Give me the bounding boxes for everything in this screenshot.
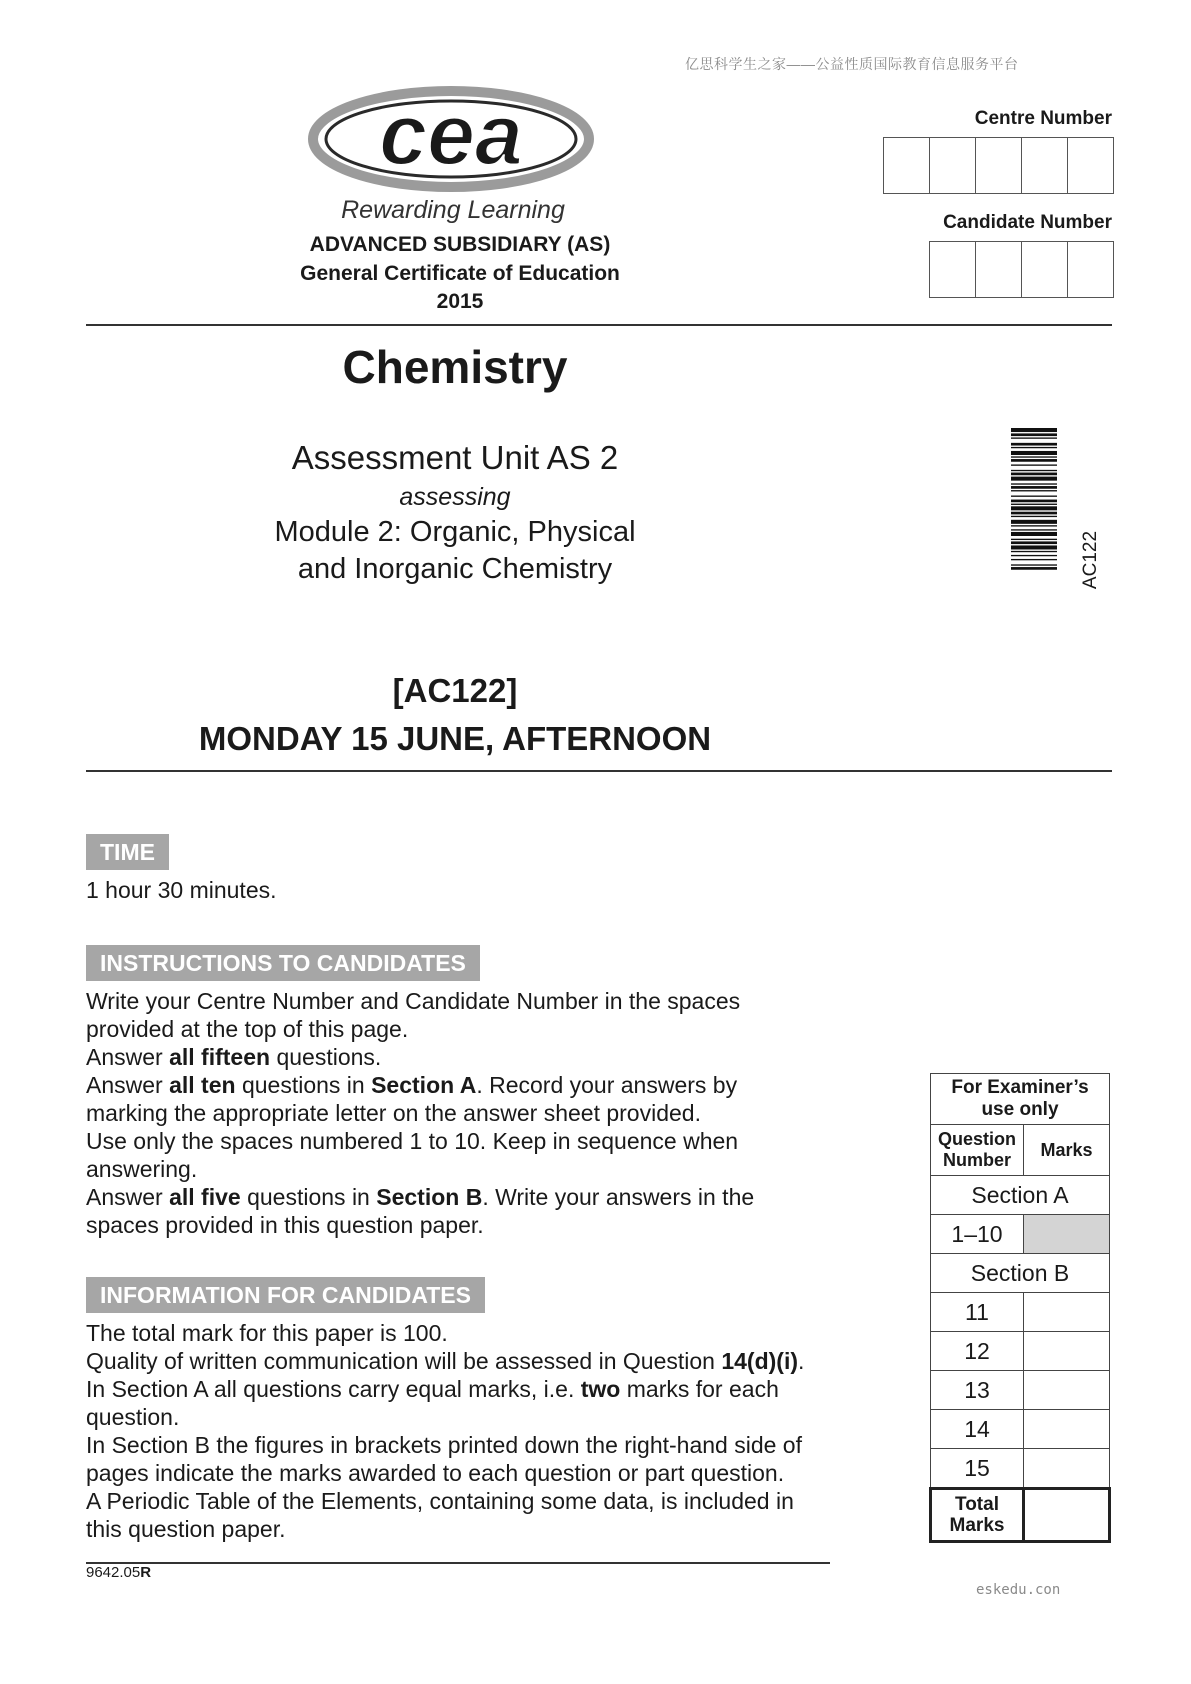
exam-year: 2015: [436, 290, 484, 313]
instruction-line: Answer all ten questions in Section A. Record your answers by: [86, 1072, 738, 1098]
barcode-bar: [1011, 464, 1057, 465]
watermark-top: 亿思科学生之家——公益性质国际教育信息服务平台: [685, 56, 1019, 72]
candidate-number-boxes[interactable]: [929, 241, 1114, 298]
candidate-number-box[interactable]: [1022, 242, 1068, 297]
instruction-line: Answer all fifteen questions.: [86, 1044, 382, 1070]
section-b-label: Section B: [931, 1254, 1110, 1293]
qualification-name: General Certificate of Education: [300, 262, 620, 285]
instructions-heading: INSTRUCTIONS TO CANDIDATES: [86, 945, 480, 981]
barcode-text: AC122: [1080, 530, 1101, 590]
time-text: 1 hour 30 minutes.: [86, 877, 277, 903]
centre-number-box[interactable]: [976, 138, 1022, 193]
total-marks-label: Total Marks: [931, 1489, 1024, 1542]
instructions-text: [86, 987, 866, 1239]
time-heading: TIME: [86, 834, 169, 870]
marks-cell[interactable]: [1024, 1293, 1110, 1332]
information-line: The total mark for this paper is 100.: [86, 1320, 448, 1346]
marks-header: Marks: [1024, 1125, 1110, 1176]
barcode-bar: [1011, 451, 1057, 455]
centre-number-box[interactable]: [884, 138, 930, 193]
information-text: [86, 1319, 866, 1543]
centre-number-box[interactable]: [930, 138, 976, 193]
barcode-bar: [1011, 443, 1057, 446]
examiner-table-heading: For Examiner’s use only: [931, 1074, 1110, 1125]
barcode-bar: [1011, 459, 1057, 462]
instruction-line: Write your Centre Number and Candidate Number in the spaces: [86, 988, 741, 1014]
logo-text: cea: [379, 87, 523, 183]
barcode-bar: [1011, 520, 1057, 524]
question-range: 1–10: [931, 1215, 1024, 1254]
instruction-line: provided at the top of this page.: [86, 1016, 409, 1042]
information-line: Quality of written communication will be assessed in Question 14(d)(i).: [86, 1348, 805, 1374]
barcode-bar: [1011, 539, 1057, 540]
question-number: 13: [931, 1371, 1024, 1410]
centre-number-box[interactable]: [1068, 138, 1113, 193]
instruction-line: Answer all five questions in Section B. Write your answers in the: [86, 1184, 755, 1210]
barcode-bar: [1011, 490, 1057, 491]
module-line-1: Module 2: Organic, Physical: [274, 516, 636, 548]
barcode-bar: [1011, 506, 1057, 510]
barcode-bar: [1011, 532, 1057, 536]
question-number-header: Question Number: [931, 1125, 1024, 1176]
barcode-bar: [1011, 529, 1057, 530]
barcode-bar: [1011, 516, 1057, 517]
marks-cell-shaded: [1024, 1215, 1110, 1254]
barcode-bar: [1011, 473, 1057, 476]
barcode-bar: [1011, 512, 1057, 515]
barcode-bar: [1011, 564, 1057, 565]
barcode-bar: [1011, 496, 1057, 497]
examiner-table: [929, 1073, 1111, 1543]
barcode-bar: [1011, 456, 1057, 457]
instruction-line: Use only the spaces numbered 1 to 10. Keep in sequence when: [86, 1128, 739, 1154]
footer-divider: [86, 1562, 830, 1564]
information-line: A Periodic Table of the Elements, containing some data, is included in: [86, 1488, 794, 1514]
barcode-bar: [1011, 545, 1057, 549]
centre-number-box[interactable]: [1022, 138, 1068, 193]
barcode-bar: [1011, 486, 1057, 489]
section-a-label: Section A: [931, 1176, 1110, 1215]
total-marks-cell[interactable]: [1024, 1489, 1110, 1542]
instruction-line: spaces provided in this question paper.: [86, 1212, 484, 1238]
marks-cell[interactable]: [1024, 1332, 1110, 1371]
candidate-number-box[interactable]: [1068, 242, 1113, 297]
assessment-unit: Assessment Unit AS 2: [291, 439, 619, 476]
barcode-bar: [1011, 428, 1057, 432]
footer-code: 9642.05R: [86, 1564, 152, 1581]
tagline: Rewarding Learning: [341, 196, 565, 224]
barcode-bar: [1011, 555, 1057, 556]
barcode-bar: [1011, 447, 1057, 448]
qualification-level: ADVANCED SUBSIDIARY (AS): [309, 233, 611, 256]
barcode: [1011, 428, 1057, 670]
paper-code: [AC122]: [392, 672, 518, 709]
barcode-bar: [1011, 551, 1057, 552]
instruction-line: marking the appropriate letter on the answer sheet provided.: [86, 1100, 701, 1126]
barcode-bar: [1011, 477, 1057, 481]
question-number: 12: [931, 1332, 1024, 1371]
centre-number-boxes[interactable]: [883, 137, 1114, 194]
marks-cell[interactable]: [1024, 1371, 1110, 1410]
module-line-2: and Inorganic Chemistry: [297, 553, 613, 585]
information-line: pages indicate the marks awarded to each question or part question.: [86, 1460, 785, 1486]
barcode-bar: [1011, 525, 1057, 526]
barcode-bar: [1011, 483, 1057, 484]
information-line: this question paper.: [86, 1516, 286, 1542]
barcode-bar: [1011, 470, 1057, 471]
candidate-number-label: Candidate Number: [943, 212, 1112, 233]
barcode-bar: [1011, 504, 1057, 505]
information-line: In Section A all questions carry equal marks, i.e. two marks for each: [86, 1376, 779, 1402]
subject-title: Chemistry: [342, 341, 568, 393]
marks-cell[interactable]: [1024, 1410, 1110, 1449]
assessing-label: assessing: [399, 483, 511, 511]
question-number: 15: [931, 1449, 1024, 1489]
exam-date: MONDAY 15 JUNE, AFTERNOON: [198, 720, 712, 757]
information-heading: INFORMATION FOR CANDIDATES: [86, 1277, 485, 1313]
barcode-bar: [1011, 541, 1057, 544]
barcode-bar: [1011, 500, 1057, 503]
question-number: 14: [931, 1410, 1024, 1449]
instruction-line: answering.: [86, 1156, 198, 1182]
information-line: In Section B the figures in brackets printed down the right-hand side of: [86, 1432, 802, 1458]
barcode-bar: [1011, 567, 1057, 570]
candidate-number-box[interactable]: [976, 242, 1022, 297]
centre-number-label: Centre Number: [974, 108, 1112, 129]
question-number: 11: [931, 1293, 1024, 1332]
information-line: question.: [86, 1404, 180, 1430]
barcode-bar: [1011, 559, 1057, 560]
marks-cell[interactable]: [1024, 1449, 1110, 1489]
divider: [86, 770, 1112, 772]
barcode-bar: [1011, 433, 1057, 436]
cea-logo: [306, 84, 596, 194]
candidate-number-box[interactable]: [930, 242, 976, 297]
watermark-bottom: eskedu.con: [976, 1582, 1061, 1598]
divider: [86, 324, 1112, 326]
barcode-bar: [1011, 437, 1057, 438]
